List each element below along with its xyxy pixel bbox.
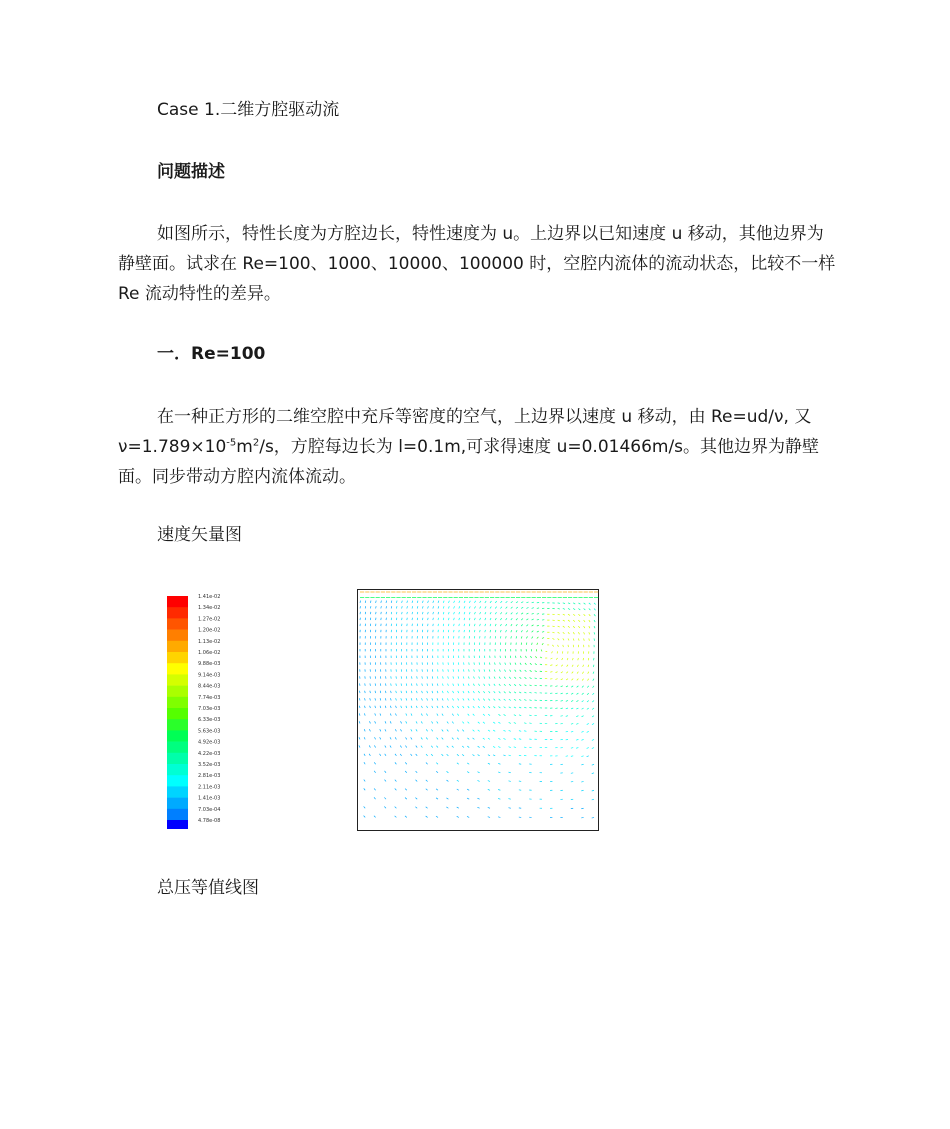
colorbar-swatch xyxy=(167,663,188,675)
colorbar-swatch xyxy=(167,798,188,810)
colorbar-swatch xyxy=(167,742,188,754)
section1-paragraph xyxy=(118,402,838,492)
velocity-vector xyxy=(360,606,361,608)
velocity-vector xyxy=(537,602,539,603)
plot-frame xyxy=(358,590,599,831)
colorbar-label: 4.22e-03 xyxy=(198,750,221,757)
colorbar-swatch xyxy=(167,607,188,619)
colorbar-swatch xyxy=(167,596,188,608)
colorbar-swatch xyxy=(167,775,188,787)
colorbar-label: 1.41e-02 xyxy=(198,594,221,600)
colorbar-label: 7.74e-03 xyxy=(198,694,221,701)
colorbar-label: 4.92e-03 xyxy=(198,739,221,746)
velocity-vector xyxy=(411,676,412,678)
velocity-vector xyxy=(443,669,444,671)
velocity-vector xyxy=(581,817,583,818)
problem-text: 如图所示，特性长度为方腔边长，特性速度为 u。上边界以已知速度 u 移动，其他边界为静壁面。试求在 Re=100、1000、10000、100000 时，空腔内流体的流动状态，比较不一样 Re 流动特性的差异。 xyxy=(118,224,836,304)
exponent-2: 2 xyxy=(252,437,260,449)
colorbar-label: 1.27e-02 xyxy=(198,616,221,623)
colorbar-swatch xyxy=(167,641,188,653)
section1-text-c: /s，方腔每边长为 l=0.1m,可求得速度 u=0.01466m/s。其他边界为静壁面。同步带动方腔内流体流动。 xyxy=(118,437,820,487)
colorbar-label: 8.44e-03 xyxy=(198,683,221,690)
colorbar-swatch xyxy=(167,786,188,798)
colorbar-label: 6.33e-03 xyxy=(198,717,221,724)
section1-heading: 一．Re=100 xyxy=(157,344,266,364)
colorbar-label: 9.14e-03 xyxy=(198,672,221,679)
colorbar-swatch xyxy=(167,630,188,642)
vector-figure-caption: 速度矢量图 xyxy=(157,525,242,545)
velocity-vector xyxy=(474,662,475,664)
colorbar-swatch xyxy=(167,686,188,698)
colorbar-label: 2.81e-03 xyxy=(198,773,221,780)
colorbar-label: 7.03e-04 xyxy=(198,806,221,813)
colorbar-swatch xyxy=(167,697,188,709)
colorbar-label: 7.03e-03 xyxy=(198,706,221,712)
colorbar-label: 3.52e-03 xyxy=(198,762,221,768)
exponent-neg5: -5 xyxy=(226,437,237,449)
colorbar-label: 1.34e-02 xyxy=(198,605,221,612)
colorbar-label: 2.11e-03 xyxy=(198,784,221,791)
colorbar-label: 1.06e-02 xyxy=(198,650,221,656)
colorbar-swatch xyxy=(167,820,188,829)
velocity-vector-plot xyxy=(357,589,599,831)
pressure-figure-caption: 总压等值线图 xyxy=(157,878,259,898)
colorbar-label: 4.78e-08 xyxy=(198,818,221,824)
colorbar-swatch xyxy=(167,753,188,765)
colorbar-swatch xyxy=(167,652,188,664)
colorbar-label: 5.63e-03 xyxy=(198,728,221,735)
colorbar-label: 1.41e-03 xyxy=(198,795,221,802)
colorbar-label: 1.13e-02 xyxy=(198,638,221,645)
colorbar-swatch xyxy=(167,809,188,821)
velocity-vector xyxy=(375,683,376,685)
colorbar-label: 9.88e-03 xyxy=(198,661,221,668)
colorbar-swatch xyxy=(167,719,188,731)
colorbar-swatch xyxy=(167,708,188,720)
colorbar-swatch xyxy=(167,730,188,742)
section1-text-b: m xyxy=(236,437,253,457)
problem-paragraph xyxy=(118,219,838,309)
colorbar-swatch xyxy=(167,618,188,630)
section1-text-a: 在一种正方形的二维空腔中充斥等密度的空气，上边界以速度 u 移动，由 Re=ud/ν, 又 ν=1.789×10 xyxy=(118,407,812,457)
colorbar-swatch xyxy=(167,674,188,686)
case-heading: Case 1.二维方腔驱动流 xyxy=(157,100,340,120)
velocity-vector xyxy=(386,612,387,614)
colorbar-label: 1.20e-02 xyxy=(198,627,221,634)
problem-heading: 问题描述 xyxy=(157,162,225,182)
colorbar-swatch xyxy=(167,764,188,776)
velocity-colorbar xyxy=(165,594,245,829)
